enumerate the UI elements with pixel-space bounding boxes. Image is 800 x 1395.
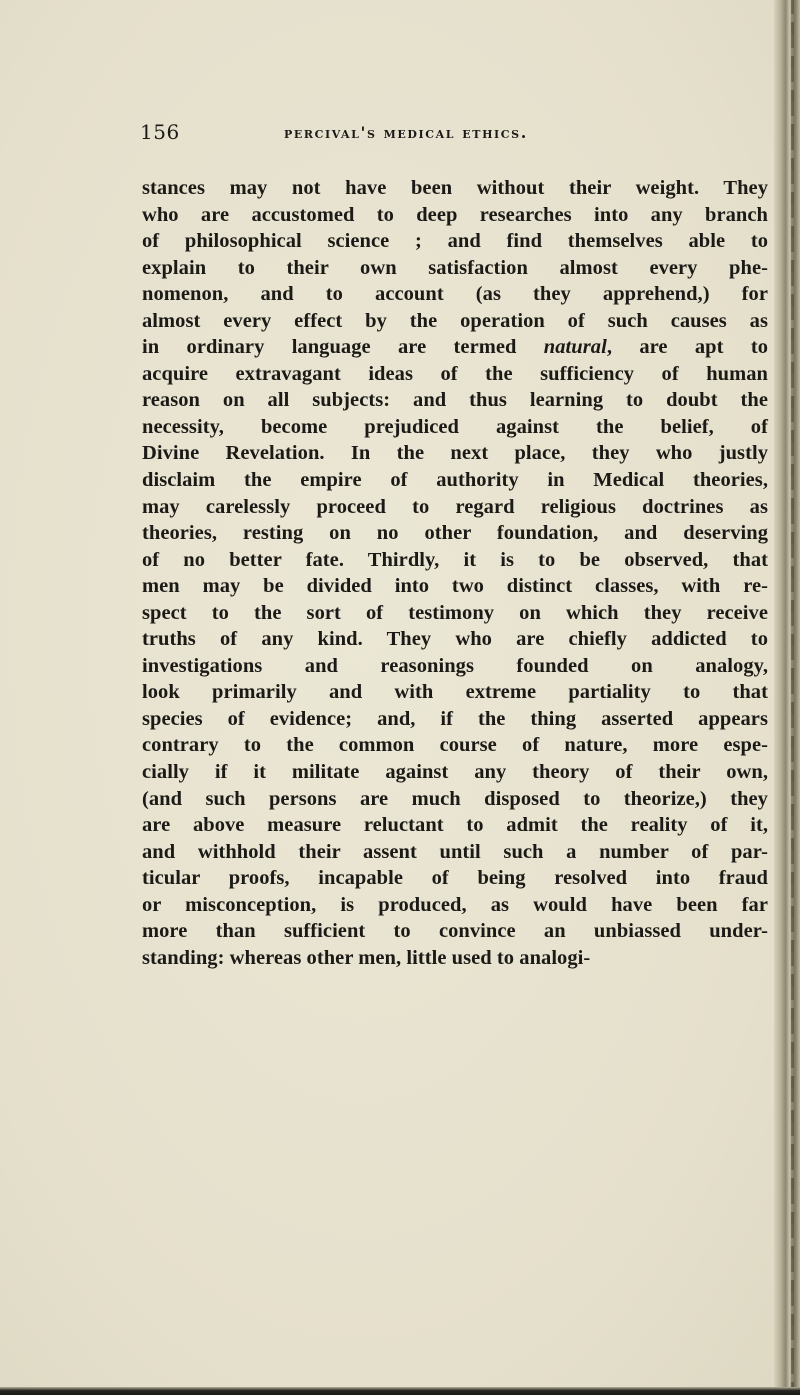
- body-text: [142, 175, 768, 971]
- italic-word: natural: [543, 336, 607, 359]
- text-line: standing: whereas other men, little used to analogi-: [142, 946, 591, 969]
- text-line: look primarily and with extreme partiality to that: [142, 681, 768, 704]
- text-line: and withhold their assent until such a number of par-: [142, 840, 768, 863]
- text-line: stances may not have been without their weight. They: [142, 177, 768, 199]
- text-line: acquire extravagant ideas of the sufficiency of human: [142, 362, 768, 385]
- text-segment: in ordinary language are termed: [142, 336, 544, 359]
- text-line: reason on all subjects: and thus learning to doubt the: [142, 389, 768, 412]
- text-line: theories, resting on no other foundation, and deserving: [142, 522, 768, 545]
- text-line: nomenon, and to account (as they apprehend,) for: [142, 283, 768, 306]
- running-head: percival's medical ethics.: [284, 123, 528, 142]
- text-line-with-italic: [142, 334, 768, 361]
- text-line: cially if it militate against any theory of their own,: [142, 761, 768, 784]
- book-binding-edge: [774, 0, 800, 1395]
- text-line: spect to the sort of testimony on which they receive: [142, 601, 768, 624]
- page-header: [140, 120, 760, 154]
- text-line: (and such persons are much disposed to theorize,) they: [142, 787, 768, 810]
- bottom-page-edge: [0, 1387, 800, 1395]
- text-segment: , are apt to: [606, 336, 769, 359]
- text-line: men may be divided into two distinct classes, with re-: [142, 575, 768, 598]
- text-line: more than sufficient to convince an unbiassed under-: [142, 920, 768, 943]
- page-number: 156: [140, 120, 180, 144]
- text-line: of no better fate. Thirdly, it is to be observed, that: [142, 548, 768, 571]
- text-line: or misconception, is produced, as would have been far: [142, 893, 768, 916]
- text-line: explain to their own satisfaction almost every phe-: [142, 256, 768, 279]
- text-line: necessity, become prejudiced against the belief, of: [142, 415, 768, 438]
- text-line: may carelessly proceed to regard religious doctrines as: [142, 495, 768, 518]
- text-line: Divine Revelation. In the next place, they who justly: [142, 442, 768, 465]
- text-line: of philosophical science ; and find themselves able to: [142, 230, 768, 253]
- text-line: are above measure reluctant to admit the reality of it,: [142, 814, 768, 837]
- text-line: species of evidence; and, if the thing asserted appears: [142, 707, 768, 730]
- text-line: who are accustomed to deep researches into any branch: [142, 203, 768, 226]
- text-line: contrary to the common course of nature, more espe-: [142, 734, 768, 757]
- text-line: investigations and reasonings founded on analogy,: [142, 654, 768, 677]
- text-line: ticular proofs, incapable of being resolved into fraud: [142, 867, 768, 890]
- text-line: truths of any kind. They who are chiefly addicted to: [142, 628, 768, 651]
- text-line: almost every effect by the operation of such causes as: [142, 309, 768, 332]
- text-line: disclaim the empire of authority in Medical theories,: [142, 469, 768, 492]
